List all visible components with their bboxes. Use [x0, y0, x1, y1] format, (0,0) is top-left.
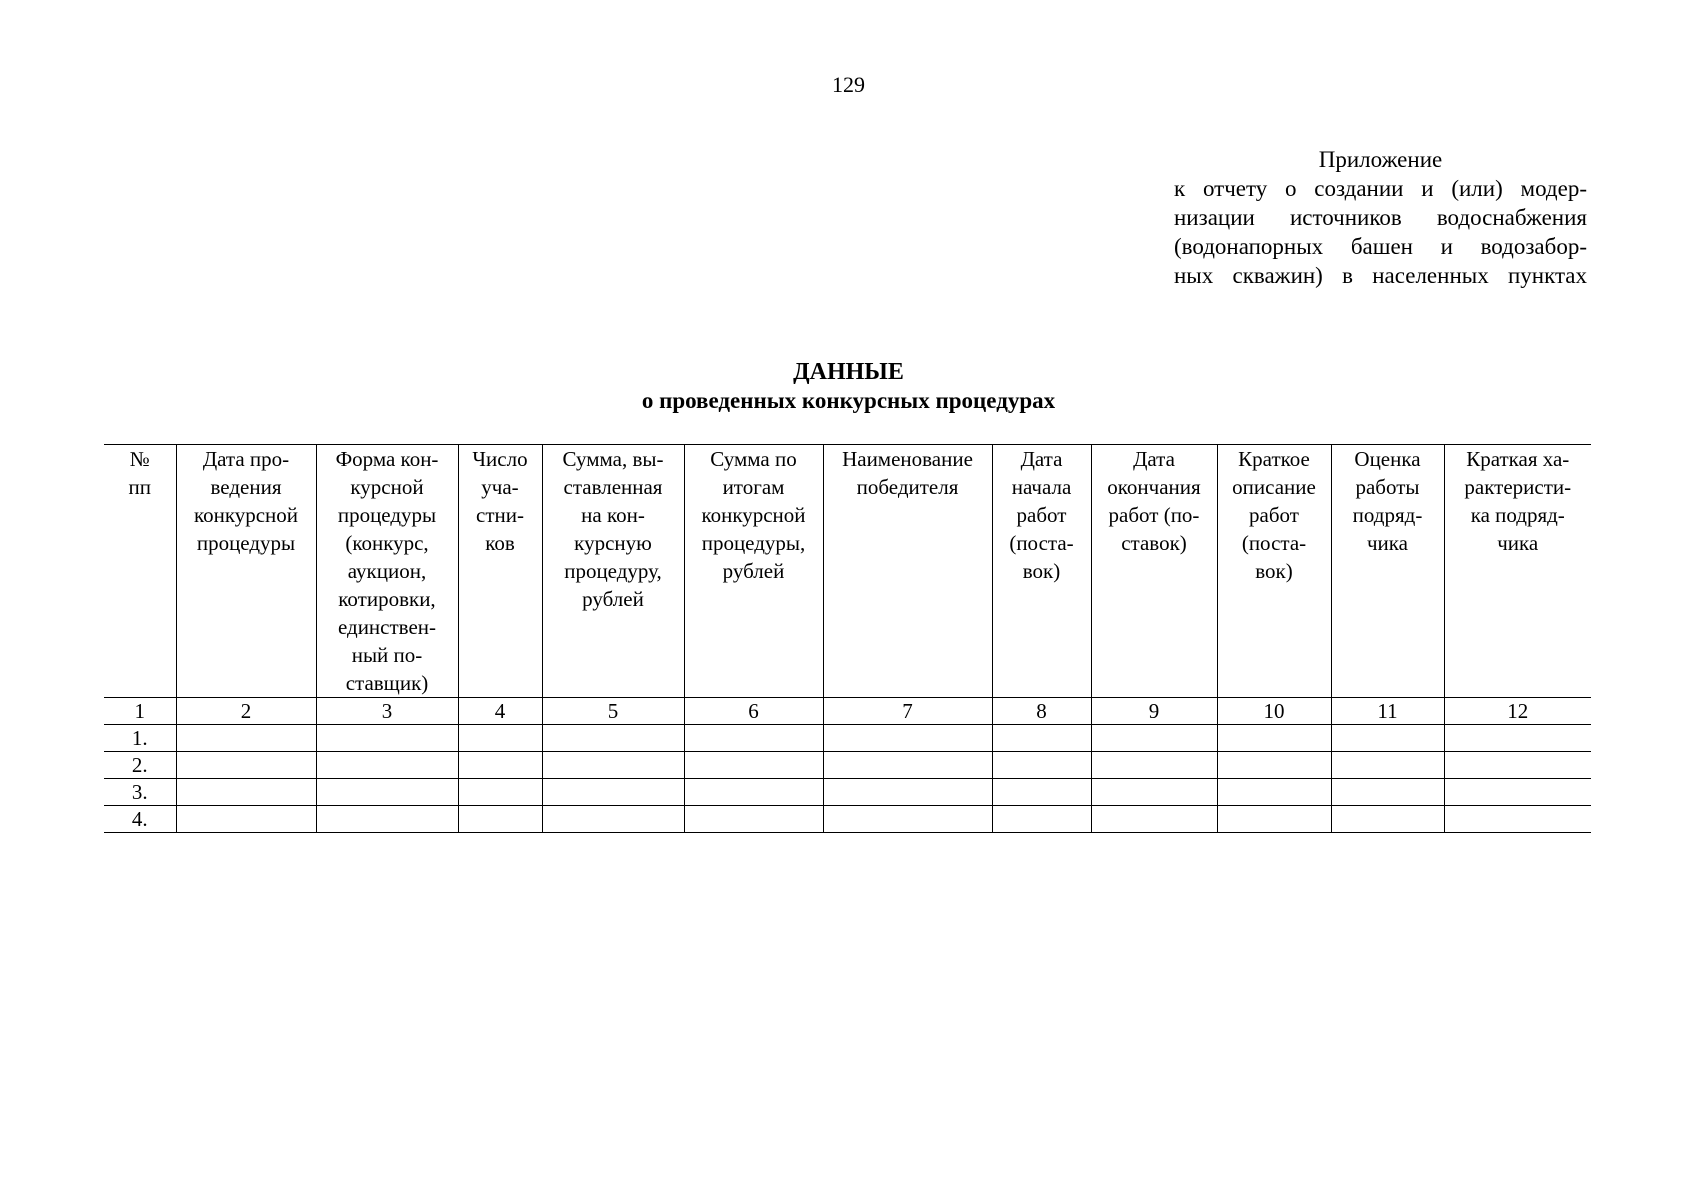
table-cell	[458, 725, 542, 752]
table-cell	[823, 779, 992, 806]
column-number: 3	[316, 698, 458, 725]
table-cell	[1217, 779, 1331, 806]
table-cell	[458, 779, 542, 806]
document-title: ДАННЫЕ	[793, 359, 904, 385]
table-cell	[316, 779, 458, 806]
appendix-line: (водонапорных башен и водозабор-	[1174, 234, 1587, 259]
column-number-row	[104, 698, 1591, 725]
table-row	[104, 752, 1591, 779]
header-cell-description: Краткое описание работ (поста- вок)	[1217, 445, 1331, 698]
column-number: 12	[1444, 698, 1591, 725]
table-cell	[992, 806, 1091, 833]
table-cell	[1331, 806, 1444, 833]
table-cell	[1091, 725, 1217, 752]
table-cell	[1444, 779, 1591, 806]
column-number: 6	[684, 698, 823, 725]
appendix-line: ных скважин) в населенных пунктах	[1174, 263, 1587, 288]
table-cell	[1091, 779, 1217, 806]
table-cell	[316, 752, 458, 779]
table-cell	[992, 779, 1091, 806]
header-cell-sum-set: Сумма, вы- ставленная на кон- курсную процедуру, рублей	[542, 445, 684, 698]
column-number: 7	[823, 698, 992, 725]
table-cell	[542, 779, 684, 806]
table-cell	[176, 752, 316, 779]
page-number: 129	[832, 72, 865, 97]
table-cell	[176, 725, 316, 752]
table-cell	[684, 752, 823, 779]
header-row	[104, 445, 1591, 698]
table-cell	[542, 725, 684, 752]
header-cell-form: Форма кон- курсной процедуры (конкурс, аукцион, котировки, единствен- ный по- ставщик)	[316, 445, 458, 698]
table-cell	[316, 806, 458, 833]
table-cell	[992, 752, 1091, 779]
table-cell	[316, 725, 458, 752]
appendix-line: низации источников водоснабжения	[1174, 205, 1587, 230]
appendix-block	[1174, 145, 1587, 290]
table-cell	[684, 725, 823, 752]
header-cell-characteristic: Краткая ха- рактеристи- ка подряд- чика	[1444, 445, 1591, 698]
row-number: 4.	[104, 806, 176, 833]
table-cell	[1217, 752, 1331, 779]
header-cell-participants: Число уча- стни- ков	[458, 445, 542, 698]
table-cell	[1331, 752, 1444, 779]
row-number: 3.	[104, 779, 176, 806]
header-cell-winner: Наименование победителя	[823, 445, 992, 698]
header-cell-end-date: Дата окончания работ (по- ставок)	[1091, 445, 1217, 698]
table-row	[104, 779, 1591, 806]
column-number: 1	[104, 698, 176, 725]
table-cell	[1444, 752, 1591, 779]
table-cell	[176, 806, 316, 833]
table-cell	[684, 806, 823, 833]
table-cell	[1091, 752, 1217, 779]
row-number: 2.	[104, 752, 176, 779]
table-cell	[542, 752, 684, 779]
table-cell	[1444, 725, 1591, 752]
header-cell-evaluation: Оценка работы подряд- чика	[1331, 445, 1444, 698]
table-cell	[458, 752, 542, 779]
header-cell-date: Дата про- ведения конкурсной процедуры	[176, 445, 316, 698]
table-cell	[823, 725, 992, 752]
row-number: 1.	[104, 725, 176, 752]
table-cell	[458, 806, 542, 833]
column-number: 5	[542, 698, 684, 725]
table-cell	[176, 779, 316, 806]
table-cell	[542, 806, 684, 833]
table-cell	[1444, 806, 1591, 833]
column-number: 4	[458, 698, 542, 725]
table-cell	[1091, 806, 1217, 833]
table-row	[104, 725, 1591, 752]
table-row	[104, 806, 1591, 833]
table-cell	[823, 806, 992, 833]
column-number: 11	[1331, 698, 1444, 725]
header-cell-number: № пп	[104, 445, 176, 698]
table-cell	[992, 725, 1091, 752]
document-subtitle: о проведенных конкурсных процедурах	[641, 388, 1056, 413]
table-cell	[1217, 725, 1331, 752]
procedures-table	[104, 444, 1591, 833]
appendix-title: Приложение	[1318, 147, 1443, 172]
table-cell	[1217, 806, 1331, 833]
table-cell	[684, 779, 823, 806]
table-cell	[1331, 779, 1444, 806]
column-number: 8	[992, 698, 1091, 725]
column-number: 9	[1091, 698, 1217, 725]
appendix-line: к отчету о создании и (или) модер-	[1174, 176, 1587, 201]
table-cell	[1331, 725, 1444, 752]
header-cell-start-date: Дата начала работ (поста- вок)	[992, 445, 1091, 698]
header-cell-sum-result: Сумма по итогам конкурсной процедуры, рублей	[684, 445, 823, 698]
column-number: 10	[1217, 698, 1331, 725]
column-number: 2	[176, 698, 316, 725]
table-cell	[823, 752, 992, 779]
